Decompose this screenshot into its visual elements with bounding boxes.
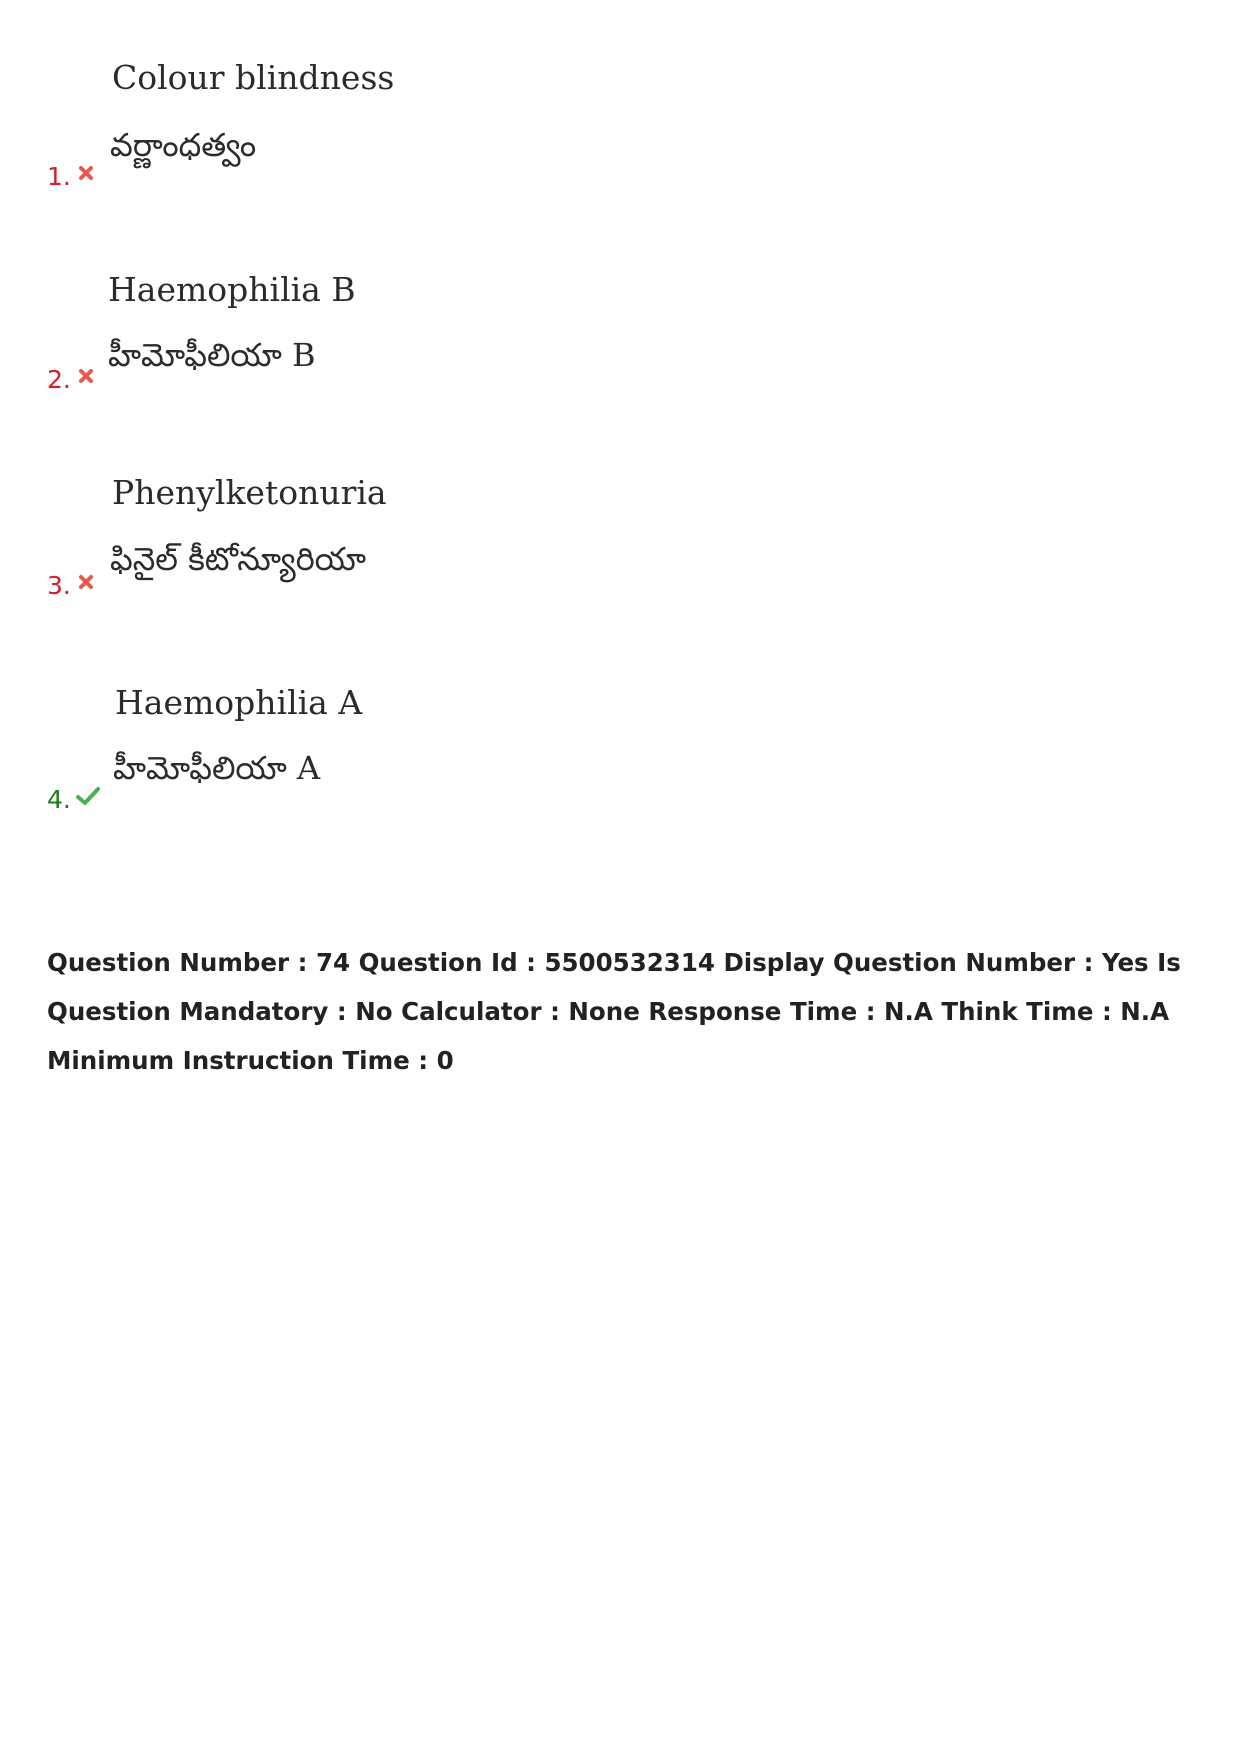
option-4-telugu: హీమోఫీలియా A <box>113 749 321 787</box>
option-3-english: Phenylketonuria <box>112 473 387 512</box>
cross-icon <box>78 368 94 384</box>
option-4-number: 4. <box>47 785 71 814</box>
option-3-number: 3. <box>47 571 71 600</box>
option-1-telugu: వర్ణాంధత్వం <box>110 126 257 164</box>
checkmark-icon <box>76 786 100 806</box>
option-2-number: 2. <box>47 365 71 394</box>
option-4-english: Haemophilia A <box>115 683 363 722</box>
cross-icon <box>78 165 94 181</box>
option-1-english: Colour blindness <box>112 58 395 97</box>
option-1-number: 1. <box>47 162 71 191</box>
option-2-english: Haemophilia B <box>108 270 356 309</box>
option-3-telugu: ఫినైల్ కీటోన్యూరియా <box>110 540 367 578</box>
question-metadata: Question Number : 74 Question Id : 5500532314 Display Question Number : Yes Is Question Mandatory : No Calculator : None Response Time : N.A Think Time : N.A Minimum Instruction Time : 0 <box>47 948 1181 1075</box>
cross-icon <box>78 574 94 590</box>
option-2-telugu: హీమోఫీలియా B <box>108 336 316 374</box>
